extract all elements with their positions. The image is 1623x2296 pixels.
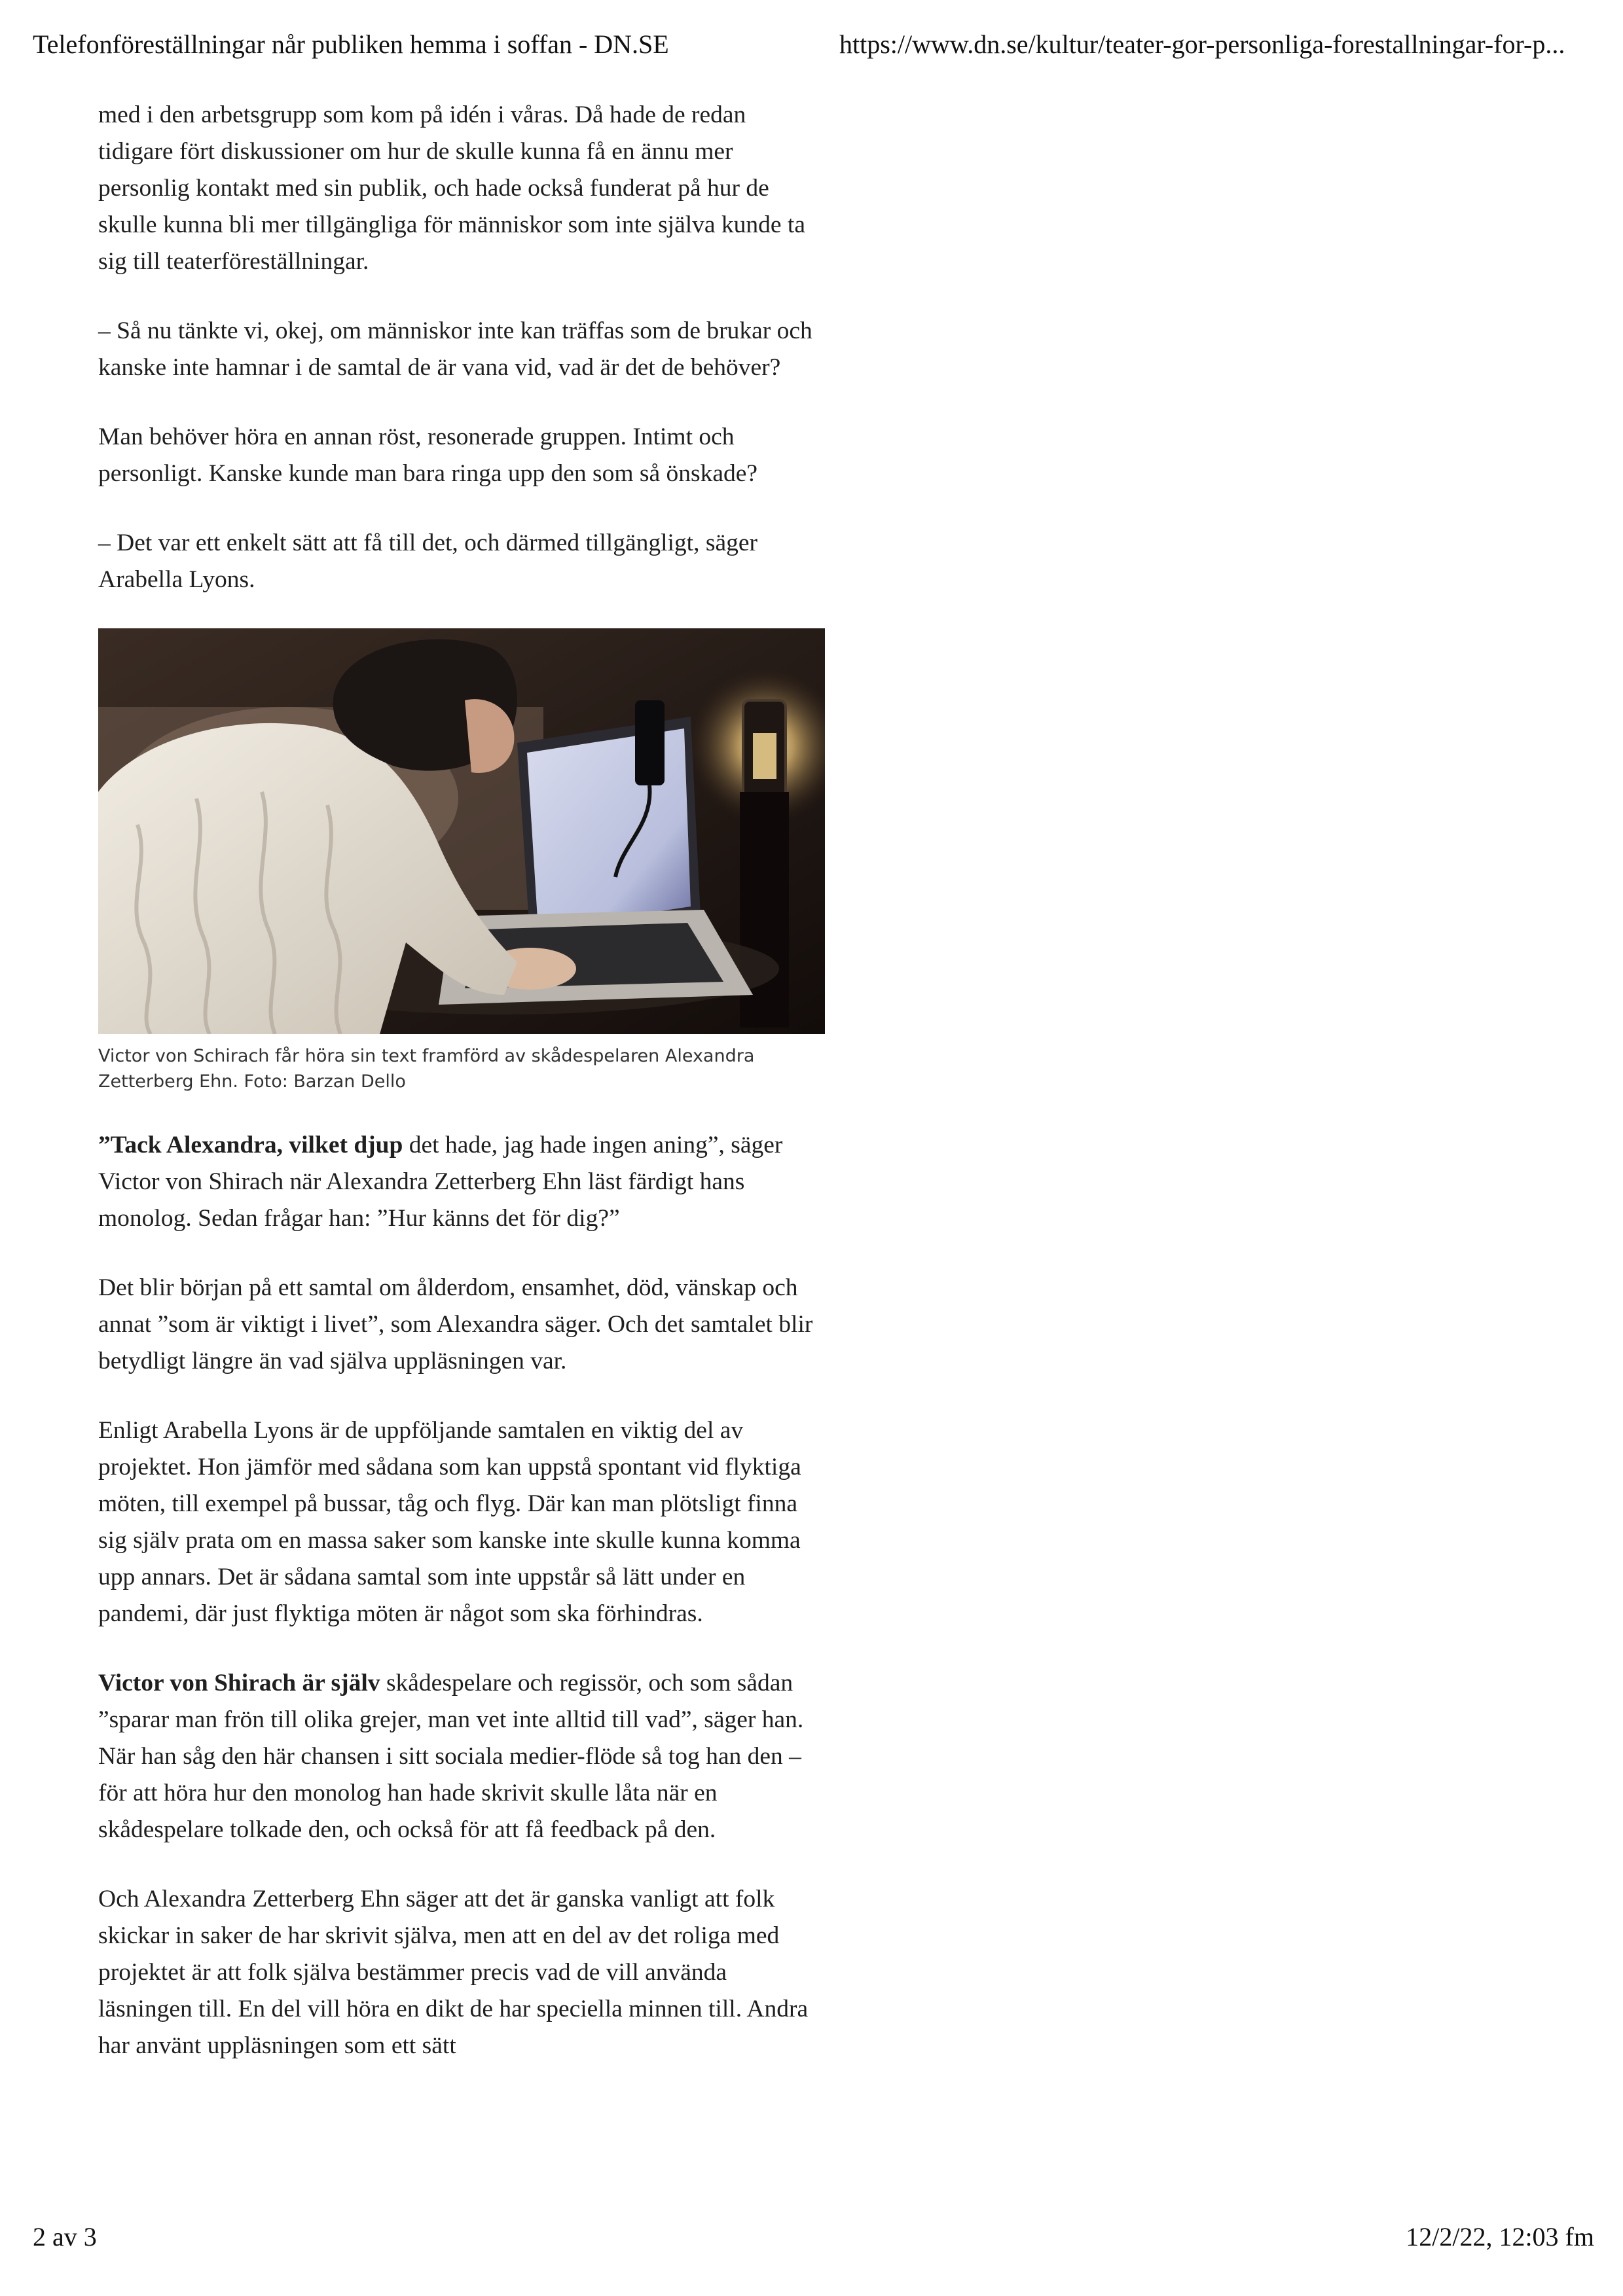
paragraph-2-quote: – Så nu tänkte vi, okej, om människor inte kan träffas som de brukar och kanske inte hamnar i de samtal de är vana vid, vad är det de behöver? xyxy=(98,317,812,381)
browser-page-title: Telefonföreställningar når publiken hemma i soffan - DN.SE xyxy=(33,29,669,59)
paragraph-8-body: skådespelare och regissör, och som sådan ”sparar man frön till olika grejer, man vet inte alltid till vad”, säger han. När han såg den här chansen i sitt sociala medier-flöde så tog han den – för att höra hur den monolog han hade skrivit skulle låta när en skådespelare tolkade den, och också för att få feedback på den. xyxy=(98,1670,804,1843)
print-datetime: 12/2/22, 12:03 fm xyxy=(1406,2222,1594,2251)
page-number: 2 av 3 xyxy=(33,2222,97,2251)
paragraph-1: med i den arbetsgrupp som kom på idén i våras. Då hade de redan tidigare fört diskussioner om hur de skulle kunna få en ännu mer personlig kontakt med sin publik, och hade också funderat på hur de skulle kunna bli mer tillgängliga för människor som inte själva kunde ta sig till teaterföreställningar. xyxy=(98,101,805,275)
paragraph-5-body: det hade, jag hade ingen aning”, säger Victor von Shirach när Alexandra Zetterberg Ehn läst färdigt hans monolog. Sedan frågar han: ”Hur känns det för dig?” xyxy=(98,1132,783,1232)
article-photo xyxy=(98,628,825,1034)
photo-caption: Victor von Schirach får höra sin text framförd av skådespelaren Alexandra Zetterberg Ehn. Foto: Barzan Dello xyxy=(98,1046,755,1092)
paragraph-8 xyxy=(98,1665,825,1848)
paragraph-7: Enligt Arabella Lyons är de uppföljande samtalen en viktig del av projektet. Hon jämför med sådana som kan uppstå spontant vid flyktiga möten, till exempel på bussar, tåg och flyg. Där kan man plötsligt finna sig själv prata om en massa saker som kanske inte skulle kunna komma upp annars. Det är sådana samtal som inte uppstår så lätt under en pandemi, där just flyktiga möten är något som ska förhindras. xyxy=(98,1417,801,1627)
paragraph-6: Det blir början på ett samtal om ålderdom, ensamhet, död, vänskap och annat ”som är viktigt i livet”, som Alexandra säger. Och det samtalet blir betydligt längre än vad själva uppläsningen var. xyxy=(98,1274,813,1374)
page-url[interactable]: https://www.dn.se/kultur/teater-gor-personliga-forestallningar-for-p... xyxy=(839,29,1565,59)
paragraph-8-lead: Victor von Shirach är själv xyxy=(98,1670,380,1696)
paragraph-9: Och Alexandra Zetterberg Ehn säger att det är ganska vanligt att folk skickar in saker de har skrivit själva, men att en del av det roliga med projektet är att folk själva bestämmer precis vad de vill använda läsningen till. En del vill höra en dikt de har speciella minnen till. Andra har använt uppläsningen som ett sätt xyxy=(98,1886,809,2059)
paragraph-4-quote: – Det var ett enkelt sätt att få till det, och därmed tillgängligt, säger Arabella Lyons. xyxy=(98,529,757,593)
paragraph-5 xyxy=(98,1127,825,1237)
paragraph-5-lead: ”Tack Alexandra, vilket djup xyxy=(98,1132,403,1158)
article-body xyxy=(98,97,825,2097)
paragraph-3: Man behöver höra en annan röst, resonerade gruppen. Intimt och personligt. Kanske kunde man bara ringa upp den som så önskade? xyxy=(98,423,758,487)
